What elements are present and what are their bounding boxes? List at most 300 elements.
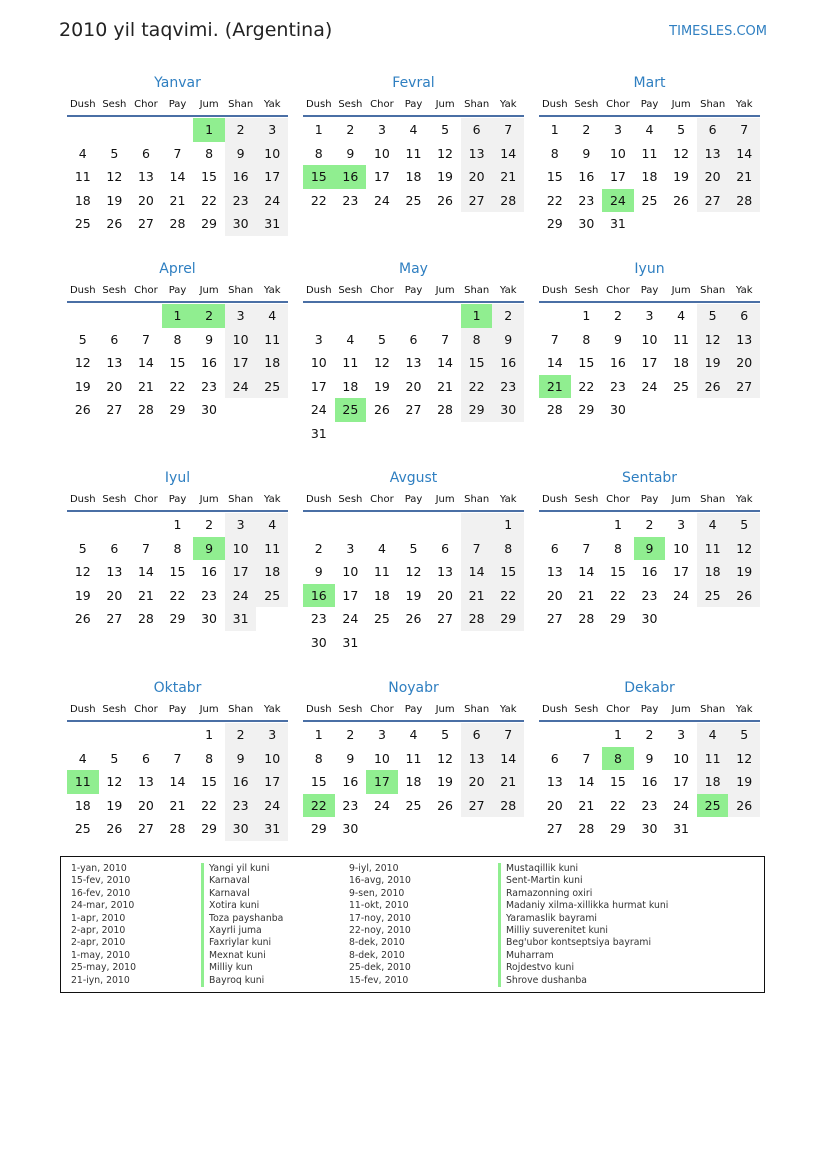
day-cell: 20 [405,378,422,394]
weekday-label: Jum [435,494,455,505]
day-cell: 31 [256,212,288,236]
day-cell: 18 [697,560,729,584]
day-cell: 7 [582,540,591,556]
day-cell: 30 [578,216,595,232]
day-cell: 25 [405,192,422,208]
day-cell: 29 [201,821,218,837]
legend-date: 25-may, 2010 [71,962,137,974]
day-cell: 8 [205,750,214,766]
empty-cell [335,513,367,537]
month-name: Oktabr [153,680,202,696]
day-cell: 1 [162,304,194,328]
empty-cell [539,304,571,328]
day-cell: 19 [373,378,390,394]
weekday-header [67,281,288,303]
day-cell: 20 [461,165,493,189]
day-cell: 8 [461,328,493,352]
day-cell: 24 [342,611,359,627]
legend-holiday-name: Milliy suverenitet kuni [506,924,609,936]
weekday-label: Sesh [338,494,363,505]
day-cell: 14 [578,774,595,790]
weekday-header [539,700,760,722]
empty-cell [303,304,335,328]
legend-date: 8-dek, 2010 [349,937,405,949]
day-cell: 25 [373,611,390,627]
day-cell: 15 [609,564,626,580]
day-cell: 12 [405,564,422,580]
weekday-label: Sesh [574,704,599,715]
day-grid [67,304,288,422]
day-cell: 11 [697,537,729,561]
day-cell: 24 [373,192,390,208]
weekday-label: Chor [370,285,394,296]
day-cell: 27 [546,821,563,837]
day-cell: 23 [225,794,257,818]
day-cell: 20 [106,587,123,603]
day-cell: 10 [673,750,690,766]
day-cell: 24 [602,189,634,213]
day-cell: 27 [697,189,729,213]
legend-date: 25-dek, 2010 [349,962,411,974]
day-cell: 17 [373,169,390,185]
day-cell: 2 [645,727,654,742]
month-name: Yanvar [154,75,201,91]
day-cell: 21 [169,192,186,208]
day-cell: 10 [673,540,690,556]
empty-cell [571,513,603,537]
weekday-label: Pay [404,704,423,715]
day-cell: 2 [346,122,355,137]
day-cell: 12 [728,747,760,771]
empty-cell [99,723,131,747]
day-cell: 7 [492,723,524,747]
legend-date: 1-yan, 2010 [71,863,127,874]
day-cell: 7 [441,331,450,347]
weekday-header [303,490,524,512]
day-cell: 7 [173,145,182,161]
day-cell: 31 [342,634,359,650]
day-cell: 6 [110,331,119,347]
day-cell: 8 [582,331,591,347]
day-cell: 7 [141,331,150,347]
weekday-label: Chor [606,99,630,110]
day-cell: 19 [74,587,91,603]
day-cell: 13 [137,169,154,185]
day-cell: 22 [546,192,563,208]
day-cell: 4 [677,308,686,323]
day-cell: 11 [342,355,359,371]
day-cell: 22 [609,587,626,603]
day-cell: 2 [582,122,591,137]
weekday-label: Yak [263,494,281,505]
day-cell: 10 [225,537,257,561]
day-cell: 19 [697,351,729,375]
day-cell: 16 [641,564,658,580]
day-cell: 24 [225,375,257,399]
weekday-label: Sesh [102,285,127,296]
day-cell: 12 [437,750,454,766]
day-cell: 28 [169,821,186,837]
empty-cell [398,304,430,328]
legend-holiday-name: Madaniy xilma-xillikka hurmat kuni [506,900,669,912]
day-cell: 4 [78,750,87,766]
empty-cell [366,304,398,328]
weekday-header [539,95,760,117]
day-cell: 24 [641,378,658,394]
day-cell: 15 [546,169,563,185]
weekday-label: Dush [69,704,96,715]
weekday-label: Jum [199,285,219,296]
weekday-label: Jum [671,494,691,505]
day-cell: 13 [546,774,563,790]
weekday-header [67,700,288,722]
day-grid [67,513,288,631]
weekday-label: Pay [168,285,187,296]
month-fevral [303,72,524,212]
weekday-label: Dush [69,99,96,110]
weekday-label: Yak [499,285,517,296]
empty-cell [335,304,367,328]
weekday-label: Pay [404,494,423,505]
day-cell: 27 [437,611,454,627]
day-cell: 28 [728,189,760,213]
day-cell: 19 [106,192,123,208]
day-cell: 9 [634,537,666,561]
day-cell: 29 [609,611,626,627]
weekday-label: Pay [640,285,659,296]
site-link[interactable]: TIMESLES.COM [669,24,767,39]
day-cell: 14 [137,564,154,580]
day-cell: 23 [201,378,218,394]
day-cell: 23 [310,611,327,627]
weekday-label: Shan [228,494,254,505]
day-cell: 22 [303,794,335,818]
day-cell: 3 [225,304,257,328]
day-cell: 22 [169,378,186,394]
day-cell: 11 [74,169,91,185]
weekday-label: Shan [228,704,254,715]
legend-date: 2-apr, 2010 [71,937,126,949]
day-cell: 18 [74,192,91,208]
day-cell: 1 [613,517,622,532]
day-cell: 19 [74,378,91,394]
day-cell: 13 [697,142,729,166]
day-cell: 11 [697,747,729,771]
day-cell: 4 [697,513,729,537]
day-grid [539,118,760,236]
day-cell: 3 [377,122,386,137]
day-cell: 16 [303,584,335,608]
legend-date: 9-sen, 2010 [349,887,405,899]
day-cell: 3 [677,727,686,742]
weekday-label: Pay [404,285,423,296]
month-dekabr [539,677,760,841]
weekday-label: Shan [700,99,726,110]
day-cell: 30 [641,611,658,627]
weekday-label: Jum [435,704,455,715]
weekday-label: Shan [700,285,726,296]
weekday-header [539,281,760,303]
day-cell: 25 [405,797,422,813]
day-cell: 27 [106,611,123,627]
day-cell: 7 [141,540,150,556]
day-cell: 16 [201,564,218,580]
day-cell: 21 [461,584,493,608]
weekday-label: Yak [263,704,281,715]
weekday-label: Sesh [574,494,599,505]
day-cell: 16 [492,351,524,375]
month-name: Iyun [634,261,665,277]
day-cell: 6 [110,540,119,556]
day-cell: 2 [492,304,524,328]
day-cell: 22 [492,584,524,608]
weekday-label: Yak [735,704,753,715]
day-cell: 9 [613,331,622,347]
day-cell: 24 [673,797,690,813]
legend-date: 15-fev, 2010 [71,875,131,887]
legend-holiday-name: Rojdestvo kuni [506,962,575,974]
day-cell: 17 [609,169,626,185]
empty-cell [571,723,603,747]
day-cell: 7 [173,750,182,766]
day-cell: 13 [461,747,493,771]
day-cell: 7 [461,537,493,561]
day-cell: 10 [256,142,288,166]
day-cell: 7 [550,331,559,347]
month-mart [539,72,760,236]
day-cell: 6 [141,750,150,766]
day-cell: 9 [225,747,257,771]
weekday-label: Chor [370,704,394,715]
legend-date: 21-iyn, 2010 [71,974,130,986]
day-cell: 9 [492,328,524,352]
day-cell: 30 [310,634,327,650]
day-cell: 18 [74,797,91,813]
day-cell: 2 [645,517,654,532]
day-cell: 16 [225,770,257,794]
weekday-label: Chor [134,99,158,110]
month-name: Dekabr [624,680,675,696]
day-cell: 14 [728,142,760,166]
day-cell: 10 [256,747,288,771]
day-cell: 30 [201,611,218,627]
day-cell: 1 [550,122,559,137]
day-cell: 16 [578,169,595,185]
month-name: May [399,261,428,277]
day-cell: 3 [346,540,355,556]
day-cell: 24 [256,794,288,818]
day-cell: 23 [609,378,626,394]
day-cell: 18 [373,587,390,603]
day-cell: 1 [461,304,493,328]
month-yanvar [67,72,288,236]
weekday-label: Jum [435,99,455,110]
weekday-label: Yak [735,285,753,296]
day-cell: 14 [169,774,186,790]
day-cell: 4 [377,540,386,556]
day-cell: 15 [201,774,218,790]
weekday-header [539,490,760,512]
day-cell: 12 [106,774,123,790]
day-cell: 15 [492,560,524,584]
weekday-label: Pay [168,704,187,715]
weekday-header [303,95,524,117]
day-cell: 17 [225,560,257,584]
weekday-label: Yak [499,99,517,110]
day-cell: 18 [641,169,658,185]
weekday-label: Dush [541,285,568,296]
legend-holiday-name: Karnaval [209,887,250,899]
day-cell: 19 [673,169,690,185]
day-cell: 14 [578,564,595,580]
day-cell: 29 [492,607,524,631]
day-cell: 10 [225,328,257,352]
day-cell: 29 [461,398,493,422]
day-cell: 14 [437,355,454,371]
day-cell: 24 [310,402,327,418]
legend-date: 2-apr, 2010 [71,924,126,936]
day-cell: 5 [697,304,729,328]
day-cell: 26 [373,402,390,418]
day-cell: 17 [256,165,288,189]
day-cell: 21 [437,378,454,394]
day-cell: 30 [225,817,257,841]
day-cell: 21 [578,797,595,813]
day-cell: 28 [546,402,563,418]
day-cell: 16 [342,774,359,790]
day-cell: 4 [256,513,288,537]
day-cell: 2 [225,118,257,142]
legend-date: 8-dek, 2010 [349,949,405,961]
weekday-label: Chor [606,704,630,715]
day-cell: 13 [106,355,123,371]
day-cell: 19 [728,770,760,794]
legend-date: 24-mar, 2010 [71,900,135,912]
day-cell: 30 [225,212,257,236]
month-oktabr [67,677,288,841]
day-cell: 13 [405,355,422,371]
day-cell: 18 [697,770,729,794]
weekday-label: Yak [499,704,517,715]
weekday-label: Yak [735,99,753,110]
month-iyul [67,467,288,631]
day-cell: 2 [314,540,323,556]
legend-date: 16-avg, 2010 [349,875,411,887]
weekday-label: Dush [541,704,568,715]
day-cell: 6 [697,118,729,142]
day-cell: 8 [205,145,214,161]
day-cell: 5 [441,727,450,742]
day-cell: 28 [169,216,186,232]
day-cell: 5 [728,723,760,747]
day-cell: 27 [106,402,123,418]
day-cell: 18 [405,169,422,185]
day-cell: 14 [169,169,186,185]
day-cell: 21 [137,587,154,603]
empty-cell [162,118,194,142]
day-cell: 18 [405,774,422,790]
day-cell: 15 [169,564,186,580]
day-cell: 3 [225,513,257,537]
day-cell: 22 [169,587,186,603]
empty-cell [130,118,162,142]
empty-cell [130,304,162,328]
day-cell: 23 [641,797,658,813]
day-cell: 29 [546,216,563,232]
day-grid [303,723,524,841]
day-cell: 29 [609,821,626,837]
legend-date: 11-okt, 2010 [349,900,409,912]
day-grid [539,304,760,422]
day-grid [303,513,524,655]
day-cell: 6 [441,540,450,556]
weekday-label: Dush [69,494,96,505]
day-cell: 23 [342,192,359,208]
weekday-header [67,490,288,512]
day-cell: 2 [613,308,622,323]
day-cell: 22 [201,797,218,813]
day-cell: 9 [582,145,591,161]
empty-cell [303,513,335,537]
legend-holiday-name: Mustaqillik kuni [506,863,579,874]
month-name: Mart [633,75,666,91]
day-cell: 20 [546,587,563,603]
day-cell: 3 [677,517,686,532]
day-cell: 6 [550,540,559,556]
day-cell: 12 [373,355,390,371]
day-cell: 27 [137,216,154,232]
day-cell: 22 [310,192,327,208]
weekday-label: Jum [671,285,691,296]
empty-cell [162,723,194,747]
weekday-label: Chor [370,494,394,505]
weekday-label: Chor [606,494,630,505]
day-cell: 18 [256,351,288,375]
legend-holiday-name: Muharram [506,949,554,961]
weekday-label: Sesh [102,704,127,715]
day-cell: 6 [461,723,493,747]
day-cell: 13 [437,564,454,580]
day-cell: 9 [645,750,654,766]
day-cell: 13 [546,564,563,580]
day-cell: 28 [437,402,454,418]
day-cell: 3 [645,308,654,323]
weekday-label: Chor [134,285,158,296]
weekday-label: Yak [263,285,281,296]
legend-date: 16-fev, 2010 [71,887,131,899]
day-cell: 22 [578,378,595,394]
day-cell: 1 [613,727,622,742]
weekday-label: Sesh [102,494,127,505]
day-cell: 3 [256,118,288,142]
day-cell: 11 [373,564,390,580]
day-cell: 15 [609,774,626,790]
empty-cell [67,118,99,142]
day-cell: 6 [461,118,493,142]
weekday-label: Jum [199,704,219,715]
legend-holiday-name: Beg'ubor kontseptsiya bayrami [506,937,652,949]
day-cell: 29 [578,402,595,418]
day-cell: 28 [492,189,524,213]
day-cell: 16 [335,165,367,189]
month-name: Fevral [392,75,435,91]
day-cell: 7 [582,750,591,766]
weekday-label: Sesh [574,285,599,296]
legend-date: 1-apr, 2010 [71,912,126,924]
day-cell: 2 [205,517,214,532]
day-cell: 17 [641,355,658,371]
day-cell: 4 [256,304,288,328]
